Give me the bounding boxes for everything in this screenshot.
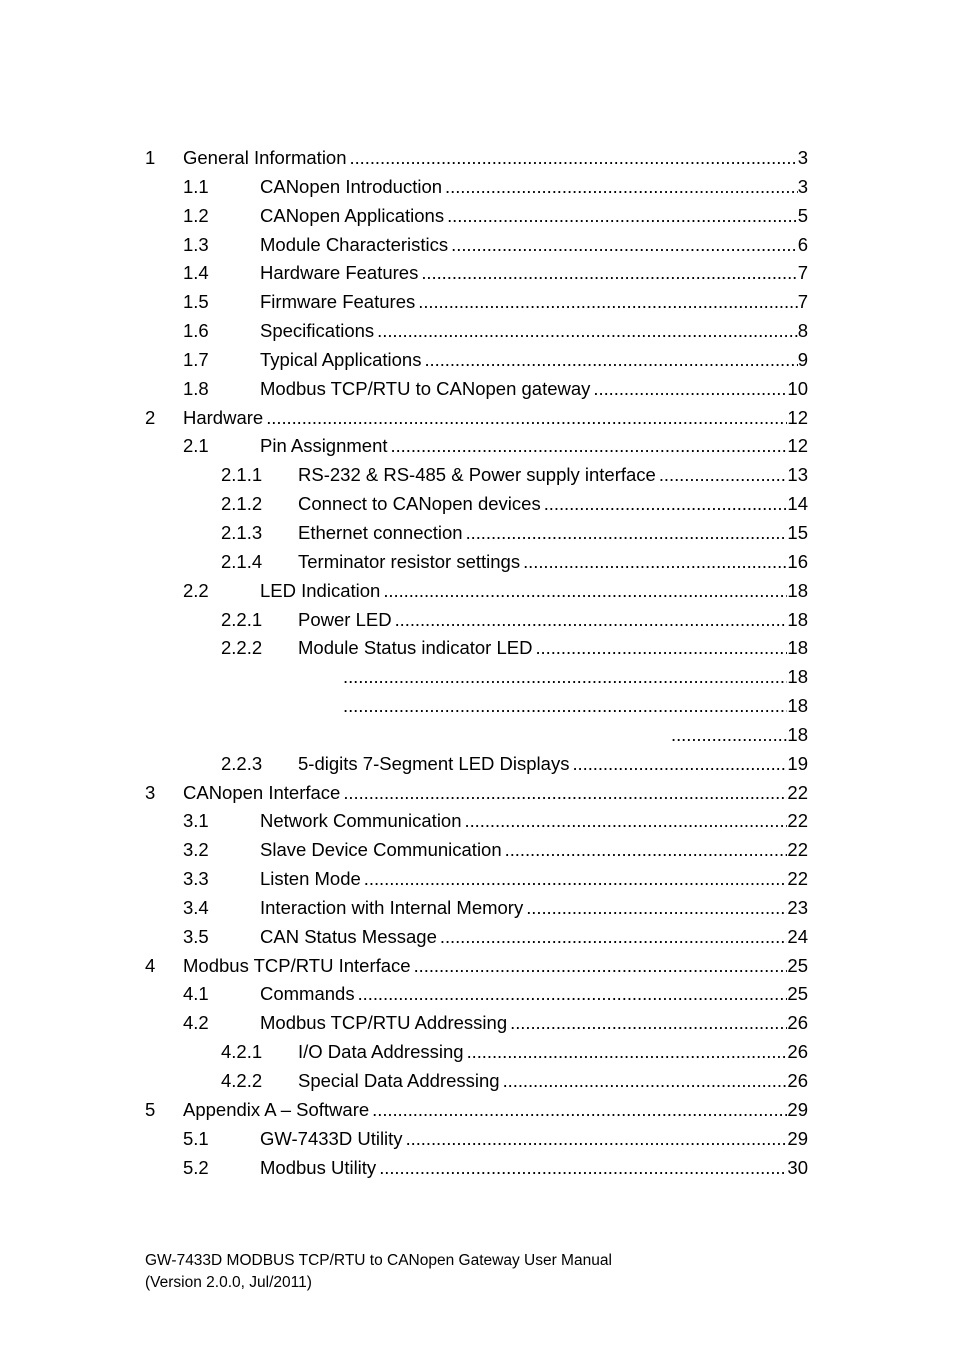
toc-entry[interactable] (0, 634, 954, 663)
toc-entry-title: Modbus TCP/RTU to CANopen gateway (260, 377, 591, 399)
toc-entry-number: 1 (145, 147, 156, 168)
toc-entry-page: 18 (787, 637, 808, 659)
toc-entry-number: 1.5 (183, 291, 209, 313)
toc-entry-title: Terminator resistor settings (298, 550, 521, 572)
toc-entry[interactable] (0, 692, 954, 721)
toc-entry-number: 2.1.1 (221, 464, 263, 486)
toc-entry[interactable] (0, 606, 954, 635)
toc-entry-line (183, 404, 808, 433)
toc-entry-number: 2.2.2 (221, 637, 263, 659)
toc-entry-line (298, 461, 808, 490)
toc-entry-line (260, 807, 808, 836)
toc-entry-title: Specifications (260, 320, 375, 342)
toc-dot-leader (395, 606, 788, 635)
toc-entry-line (260, 259, 808, 288)
toc-entry[interactable] (0, 923, 954, 952)
toc-entry[interactable] (0, 231, 954, 260)
toc-entry-line (183, 1096, 808, 1125)
toc-entry-number: 3.2 (183, 839, 209, 861)
toc-entry-line (298, 750, 808, 779)
toc-entry-page: 16 (787, 550, 808, 572)
toc-entry-page: 7 (797, 291, 808, 313)
toc-entry-page: 18 (787, 695, 808, 717)
toc-entry-line (260, 865, 808, 894)
toc-entry-number: 4.2.2 (221, 1070, 263, 1091)
toc-entry-title: Hardware (183, 406, 264, 428)
toc-entry-page: 30 (787, 1156, 808, 1178)
toc-entry[interactable] (0, 894, 954, 923)
toc-entry-line (260, 317, 808, 346)
toc-dot-leader (424, 346, 797, 375)
toc-entry-title: Interaction with Internal Memory (260, 896, 524, 918)
toc-entry[interactable] (0, 432, 954, 461)
toc-dot-leader (447, 202, 798, 231)
toc-entry-title: CAN Status Message (260, 925, 437, 947)
toc-entry-page: 25 (787, 954, 808, 976)
toc-entry-line (260, 288, 808, 317)
toc-entry-page: 26 (787, 1041, 808, 1063)
toc-entry-page: 23 (787, 896, 808, 918)
toc-dot-leader (572, 750, 787, 779)
toc-dot-leader (406, 1125, 788, 1154)
toc-entry-number: 3.1 (183, 810, 209, 832)
toc-dot-leader (343, 779, 787, 808)
toc-dot-leader (465, 807, 788, 836)
toc-entry[interactable] (0, 259, 954, 288)
toc-entry[interactable] (0, 144, 954, 173)
toc-entry-number: 1.3 (183, 233, 209, 255)
toc-dot-leader (659, 461, 788, 490)
toc-entry-number: 1.4 (183, 262, 209, 284)
toc-entry-page: 19 (787, 752, 808, 774)
toc-entry-number: 3.3 (183, 868, 209, 890)
page-footer (145, 1250, 612, 1294)
toc-entry-title: Slave Device Communication (260, 839, 502, 861)
toc-entry-page: 22 (787, 810, 808, 832)
toc-entry[interactable] (0, 663, 954, 692)
toc-dot-leader (418, 288, 797, 317)
toc-entry-line (260, 1009, 808, 1038)
toc-entry-page: 5 (797, 204, 808, 226)
toc-dot-leader (372, 1096, 787, 1125)
toc-dot-leader (535, 634, 787, 663)
toc-entry-number: 2.1 (183, 435, 209, 457)
toc-entry-page: 8 (797, 320, 808, 342)
toc-dot-leader (414, 952, 788, 981)
toc-dot-leader (391, 432, 788, 461)
toc-entry-page: 3 (797, 147, 808, 168)
toc-entry[interactable] (0, 375, 954, 404)
toc-entry-title: Listen Mode (260, 868, 361, 890)
toc-entry-line (298, 1038, 808, 1067)
toc-entry-title: Network Communication (260, 810, 462, 832)
toc-entry-page: 15 (787, 521, 808, 543)
toc-entry-title: Modbus TCP/RTU Addressing (260, 1012, 508, 1034)
toc-entry-page: 6 (797, 233, 808, 255)
toc-entry-title: Special Data Addressing (298, 1070, 500, 1091)
toc-entry[interactable] (0, 490, 954, 519)
toc-dot-leader (383, 577, 787, 606)
toc-entry-page: 18 (787, 608, 808, 630)
toc-entry-title: 5-digits 7-Segment LED Displays (298, 752, 570, 774)
toc-entry[interactable] (0, 721, 954, 750)
toc-entry-page: 12 (787, 435, 808, 457)
footer-manual-title: GW-7433D MODBUS TCP/RTU to CANopen Gateway User Manual (145, 1252, 612, 1269)
toc-entry-page: 18 (787, 666, 808, 688)
toc-entry-line (260, 577, 808, 606)
toc-dot-leader (544, 490, 788, 519)
toc-entry-title: Firmware Features (260, 291, 416, 313)
toc-entry-title: General Information (183, 147, 347, 168)
toc-dot-leader (671, 721, 787, 750)
toc-entry-line (260, 202, 808, 231)
toc-entry-line (260, 346, 808, 375)
table-of-contents (0, 144, 954, 1182)
toc-dot-leader (440, 923, 788, 952)
toc-entry-page: 10 (787, 377, 808, 399)
toc-entry-number: 3.4 (183, 896, 209, 918)
toc-entry-title: Module Status indicator LED (298, 637, 533, 659)
toc-dot-leader (510, 1009, 787, 1038)
toc-entry-page: 24 (787, 925, 808, 947)
toc-entry-page: 14 (787, 493, 808, 515)
toc-entry[interactable] (0, 750, 954, 779)
toc-entry-number: 2.2.3 (221, 752, 263, 774)
toc-entry-title: CANopen Interface (183, 781, 341, 803)
toc-entry-number: 1.6 (183, 320, 209, 342)
toc-entry[interactable] (0, 1125, 954, 1154)
toc-dot-leader (266, 404, 787, 433)
toc-entry-page: 22 (787, 839, 808, 861)
toc-dot-leader (451, 231, 798, 260)
toc-entry[interactable] (0, 519, 954, 548)
toc-entry-title: RS-232 & RS-485 & Power supply interface (298, 464, 656, 486)
toc-entry-line (260, 432, 808, 461)
toc-entry-line (183, 952, 808, 981)
toc-entry[interactable] (0, 1038, 954, 1067)
toc-entry-page: 18 (787, 579, 808, 601)
toc-dot-leader (503, 1067, 788, 1096)
toc-entry-title: Ethernet connection (298, 521, 463, 543)
toc-entry[interactable] (0, 952, 954, 981)
toc-entry[interactable] (0, 202, 954, 231)
toc-entry-title: Commands (260, 983, 355, 1005)
toc-entry[interactable] (0, 980, 954, 1009)
toc-entry-line (260, 923, 808, 952)
toc-entry-page: 29 (787, 1098, 808, 1120)
toc-entry-number: 4 (145, 954, 156, 976)
toc-entry-page: 26 (787, 1012, 808, 1034)
toc-entry-title: Module Characteristics (260, 233, 449, 255)
toc-entry-line (298, 606, 808, 635)
toc-dot-leader (343, 692, 787, 721)
toc-dot-leader (466, 519, 788, 548)
toc-entry-title: Modbus TCP/RTU Interface (183, 954, 411, 976)
toc-dot-leader (358, 980, 788, 1009)
toc-entry[interactable] (0, 1009, 954, 1038)
toc-entry-number: 5 (145, 1098, 156, 1120)
toc-entry-title: Typical Applications (260, 348, 422, 370)
toc-entry-number: 2.2.1 (221, 608, 263, 630)
toc-entry-line (668, 721, 808, 750)
toc-entry-line (340, 663, 808, 692)
toc-entry-number: 2.1.4 (221, 550, 263, 572)
toc-dot-leader (421, 259, 797, 288)
toc-dot-leader (379, 1154, 787, 1183)
toc-entry-line (260, 980, 808, 1009)
toc-entry-title: Hardware Features (260, 262, 419, 284)
toc-entry-line (260, 1154, 808, 1183)
toc-entry[interactable] (0, 1067, 954, 1096)
toc-entry[interactable] (0, 836, 954, 865)
toc-entry-page: 12 (787, 406, 808, 428)
toc-entry[interactable] (0, 577, 954, 606)
toc-entry[interactable] (0, 807, 954, 836)
toc-entry-number: 4.1 (183, 983, 209, 1005)
toc-entry[interactable] (0, 865, 954, 894)
toc-entry-title: GW-7433D Utility (260, 1127, 403, 1149)
toc-entry-line (340, 692, 808, 721)
toc-entry-number: 3 (145, 781, 156, 803)
toc-entry-number: 5.1 (183, 1127, 209, 1149)
toc-dot-leader (467, 1038, 788, 1067)
toc-dot-leader (445, 173, 798, 202)
toc-entry-title: Appendix A – Software (183, 1098, 370, 1120)
toc-entry-title: I/O Data Addressing (298, 1041, 464, 1063)
toc-entry-line (260, 894, 808, 923)
toc-entry-line (298, 1067, 808, 1096)
toc-entry-number: 2.1.3 (221, 521, 263, 543)
toc-entry[interactable] (0, 173, 954, 202)
toc-dot-leader (364, 865, 788, 894)
toc-entry-title: CANopen Introduction (260, 175, 443, 197)
toc-entry-page: 26 (787, 1070, 808, 1091)
toc-dot-leader (505, 836, 788, 865)
toc-entry[interactable] (0, 288, 954, 317)
toc-dot-leader (343, 663, 787, 692)
toc-entry-number: 2 (145, 406, 156, 428)
toc-entry-line (260, 375, 808, 404)
toc-entry-number: 1.7 (183, 348, 209, 370)
toc-entry-title: Connect to CANopen devices (298, 493, 541, 515)
toc-entry-page: 7 (797, 262, 808, 284)
toc-entry[interactable] (0, 404, 954, 433)
toc-entry-title: LED Indication (260, 579, 381, 601)
toc-entry-page: 3 (797, 175, 808, 197)
toc-dot-leader (523, 548, 787, 577)
toc-entry-title: Modbus Utility (260, 1156, 377, 1178)
toc-dot-leader (593, 375, 787, 404)
toc-entry-title: Pin Assignment (260, 435, 388, 457)
toc-entry-number: 1.8 (183, 377, 209, 399)
toc-entry-number: 1.2 (183, 204, 209, 226)
toc-entry[interactable] (0, 461, 954, 490)
footer-version: (Version 2.0.0, Jul/2011) (145, 1274, 312, 1291)
toc-entry-line (298, 634, 808, 663)
toc-entry-line (260, 173, 808, 202)
toc-entry-number: 5.2 (183, 1156, 209, 1178)
toc-entry-line (298, 490, 808, 519)
toc-entry-line (298, 548, 808, 577)
toc-entry-line (260, 836, 808, 865)
toc-entry-line (260, 1125, 808, 1154)
toc-entry-page: 25 (787, 983, 808, 1005)
toc-entry-number: 1.1 (183, 175, 209, 197)
toc-dot-leader (526, 894, 787, 923)
toc-entry[interactable] (0, 548, 954, 577)
toc-entry[interactable] (0, 1096, 954, 1125)
toc-entry[interactable] (0, 1154, 954, 1183)
toc-entry-number: 2.1.2 (221, 493, 263, 515)
toc-entry-title: CANopen Applications (260, 204, 445, 226)
toc-entry[interactable] (0, 317, 954, 346)
toc-entry-page: 22 (787, 781, 808, 803)
toc-entry-number: 3.5 (183, 925, 209, 947)
toc-entry-title: Power LED (298, 608, 392, 630)
toc-entry-number: 4.2.1 (221, 1041, 263, 1063)
toc-entry-line (260, 231, 808, 260)
toc-entry-line (298, 519, 808, 548)
toc-entry-number: 2.2 (183, 579, 209, 601)
toc-entry[interactable] (0, 346, 954, 375)
toc-entry-page: 22 (787, 868, 808, 890)
toc-entry-line (183, 144, 808, 173)
toc-dot-leader (377, 317, 798, 346)
toc-entry-page: 29 (787, 1127, 808, 1149)
toc-entry[interactable] (0, 779, 954, 808)
toc-entry-number: 4.2 (183, 1012, 209, 1034)
toc-entry-page: 9 (797, 348, 808, 370)
toc-dot-leader (350, 144, 798, 173)
toc-entry-page: 13 (787, 464, 808, 486)
toc-entry-page: 18 (787, 723, 808, 745)
toc-entry-line (183, 779, 808, 808)
